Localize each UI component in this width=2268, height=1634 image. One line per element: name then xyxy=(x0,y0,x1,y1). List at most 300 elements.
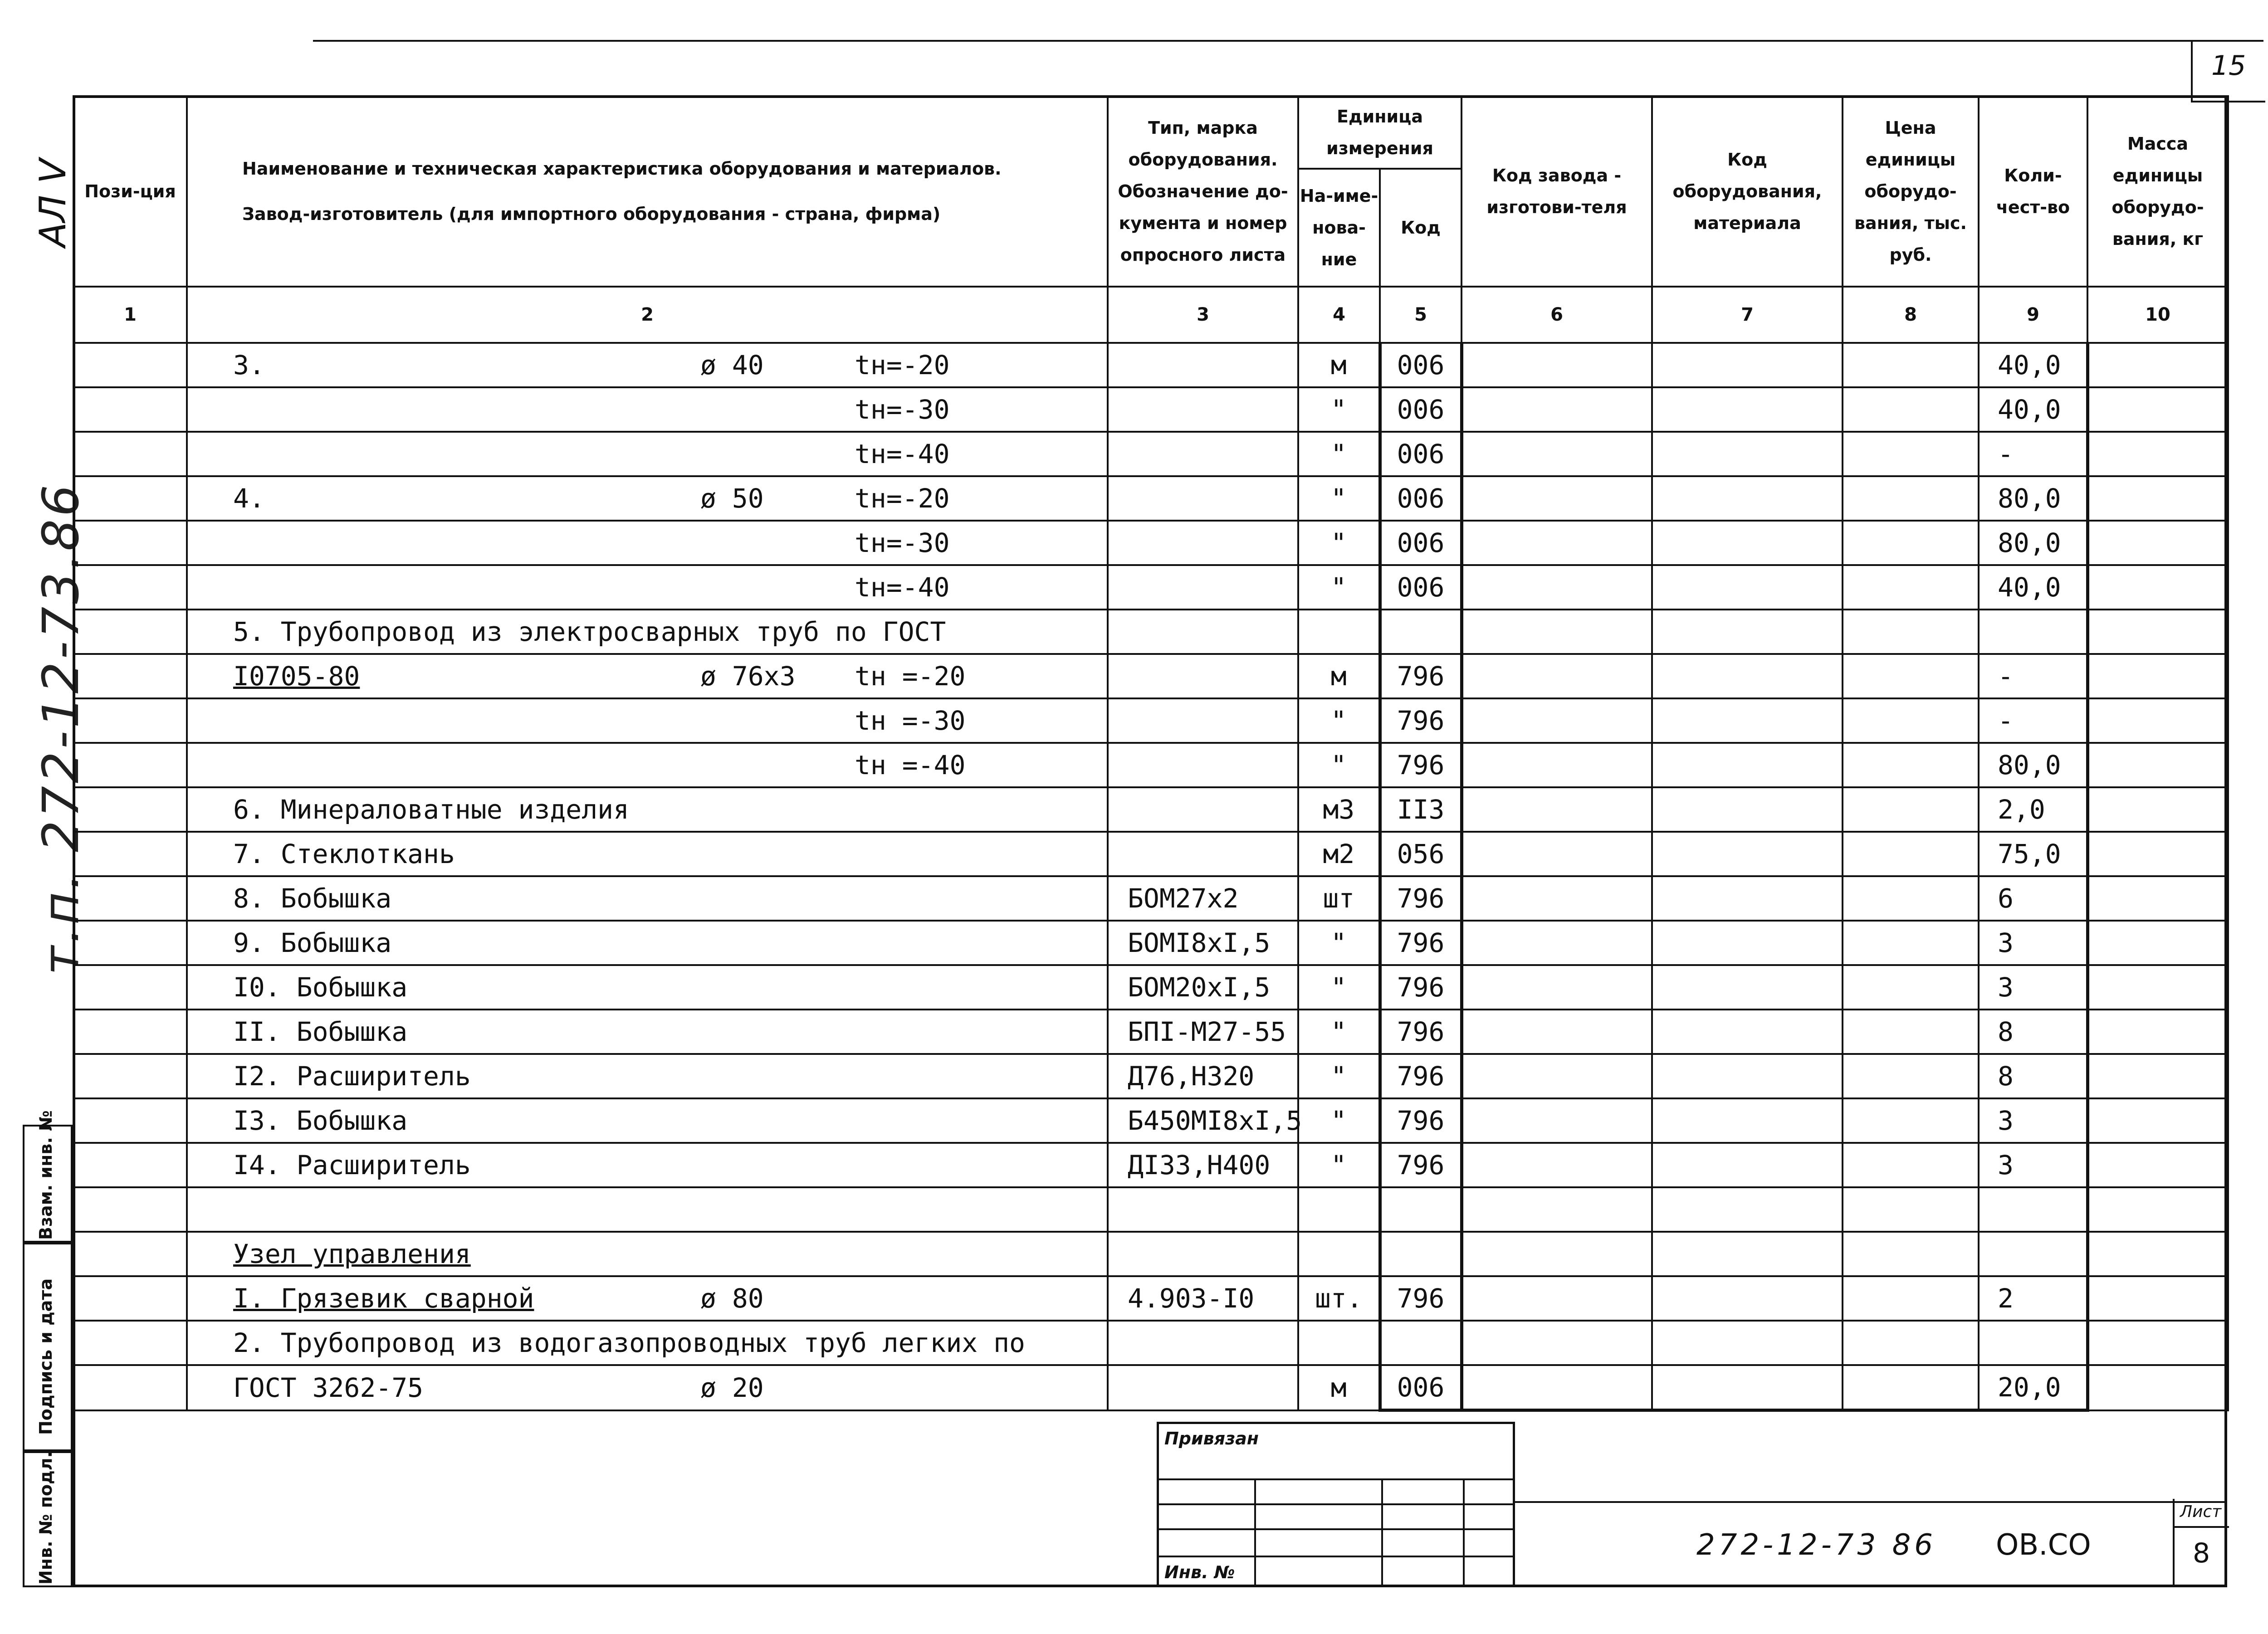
type-cell xyxy=(1108,654,1298,698)
position-cell xyxy=(73,1321,187,1365)
position-cell xyxy=(73,1098,187,1143)
item-name: 9. Бобышка xyxy=(233,927,392,958)
type-cell xyxy=(1108,1365,1298,1410)
factory-code-cell xyxy=(1461,610,1652,654)
side-box-vzam xyxy=(23,1110,73,1243)
name-cell xyxy=(187,343,1108,387)
name-cell xyxy=(187,965,1108,1010)
header-name-line1: Наименование и техническая характеристика оборудования и материалов. xyxy=(242,159,1002,179)
unit-name-cell: шт. xyxy=(1298,1276,1380,1321)
quantity-cell: 6 xyxy=(1979,876,2087,921)
item-name: I0. Бобышка xyxy=(233,972,408,1003)
type-cell: Б450МI8хI,5 xyxy=(1108,1098,1298,1143)
price-cell xyxy=(1843,743,1979,787)
unit-code-cell: 006 xyxy=(1380,1365,1461,1410)
stamp-line xyxy=(1159,1556,1513,1557)
name-cell xyxy=(187,1098,1108,1143)
equipment-code-cell xyxy=(1652,921,1843,965)
column-number: 2 xyxy=(187,287,1108,343)
table-row xyxy=(73,1232,2228,1276)
type-cell xyxy=(1108,476,1298,521)
table-row xyxy=(73,1276,2228,1321)
item-name: II. Бобышка xyxy=(233,1016,408,1047)
specification-table xyxy=(73,95,2229,1412)
mass-cell xyxy=(2087,1276,2228,1321)
item-name: Узел управления xyxy=(233,1239,471,1269)
header-name xyxy=(187,96,1108,287)
item-name: 7. Стеклоткань xyxy=(233,839,455,869)
unit-code-cell: 796 xyxy=(1380,654,1461,698)
table-row xyxy=(73,965,2228,1010)
mass-cell xyxy=(2087,610,2228,654)
position-cell xyxy=(73,1276,187,1321)
type-cell xyxy=(1108,787,1298,832)
equipment-code-cell xyxy=(1652,1321,1843,1365)
price-cell xyxy=(1843,965,1979,1010)
unit-code-cell: 796 xyxy=(1380,743,1461,787)
unit-name-cell: " xyxy=(1298,921,1380,965)
table-row xyxy=(73,343,2228,387)
header-unit-group: Единица измерения xyxy=(1298,96,1461,169)
position-cell xyxy=(73,698,187,743)
mass-cell xyxy=(2087,1098,2228,1143)
name-cell xyxy=(187,832,1108,876)
name-cell xyxy=(187,787,1108,832)
item-name: 8. Бобышка xyxy=(233,883,392,914)
unit-code-cell: 006 xyxy=(1380,476,1461,521)
price-cell xyxy=(1843,1098,1979,1143)
quantity-cell: 2,0 xyxy=(1979,787,2087,832)
type-cell: БПI-М27-55 xyxy=(1108,1010,1298,1054)
stamp-divider xyxy=(1381,1478,1383,1587)
column-number: 10 xyxy=(2087,287,2228,343)
item-temperature: tн =-20 xyxy=(855,661,966,692)
item-name: 2. Трубопровод из водогазопроводных труб легких по xyxy=(233,1327,1025,1358)
item-diameter: ø 40 xyxy=(700,350,764,380)
position-cell xyxy=(73,343,187,387)
stamp-line xyxy=(1159,1528,1513,1530)
name-cell xyxy=(187,565,1108,610)
header-position: Пози-ция xyxy=(73,96,187,287)
table-row xyxy=(73,565,2228,610)
factory-code-cell xyxy=(1461,876,1652,921)
mass-cell xyxy=(2087,698,2228,743)
mass-cell xyxy=(2087,787,2228,832)
quantity-cell: 8 xyxy=(1979,1054,2087,1098)
position-cell xyxy=(73,1054,187,1098)
factory-code-cell xyxy=(1461,1143,1652,1187)
unit-name-cell: " xyxy=(1298,1098,1380,1143)
mass-cell xyxy=(2087,965,2228,1010)
mass-cell xyxy=(2087,432,2228,476)
sheet-box xyxy=(2173,1499,2229,1587)
table-row xyxy=(73,743,2228,787)
item-diameter: ø 50 xyxy=(700,483,764,514)
quantity-cell xyxy=(1979,1232,2087,1276)
price-cell xyxy=(1843,876,1979,921)
header-name-line2: Завод-изготовитель (для импортного оборудования - страна, фирма) xyxy=(242,204,941,224)
position-cell xyxy=(73,1187,187,1232)
name-cell xyxy=(187,1054,1108,1098)
column-number: 1 xyxy=(73,287,187,343)
unit-code-cell: 796 xyxy=(1380,1010,1461,1054)
position-cell xyxy=(73,1232,187,1276)
table-row xyxy=(73,1010,2228,1054)
quantity-cell: 75,0 xyxy=(1979,832,2087,876)
column-number: 7 xyxy=(1652,287,1843,343)
unit-name-cell xyxy=(1298,610,1380,654)
item-name: I4. Расширитель xyxy=(233,1150,471,1180)
header-unit-code: Код xyxy=(1380,169,1461,287)
equipment-code-cell xyxy=(1652,876,1843,921)
price-cell xyxy=(1843,1187,1979,1232)
price-cell xyxy=(1843,432,1979,476)
unit-code-cell xyxy=(1380,1321,1461,1365)
unit-code-cell: 006 xyxy=(1380,521,1461,565)
factory-code-cell xyxy=(1461,787,1652,832)
quantity-cell: - xyxy=(1979,698,2087,743)
equipment-code-cell xyxy=(1652,387,1843,432)
type-cell xyxy=(1108,521,1298,565)
quantity-cell: 80,0 xyxy=(1979,743,2087,787)
type-cell xyxy=(1108,743,1298,787)
factory-code-cell xyxy=(1461,1365,1652,1410)
quantity-cell: - xyxy=(1979,432,2087,476)
item-temperature: tн=-40 xyxy=(855,572,950,603)
price-cell xyxy=(1843,565,1979,610)
price-cell xyxy=(1843,610,1979,654)
mass-cell xyxy=(2087,832,2228,876)
item-temperature: tн=-20 xyxy=(855,350,950,380)
header-price: Цена единицы оборудо-вания, тыс. руб. xyxy=(1843,96,1979,287)
stamp-divider xyxy=(1254,1478,1256,1587)
item-temperature: tн=-30 xyxy=(855,394,950,425)
factory-code-cell xyxy=(1461,965,1652,1010)
unit-name-cell: м xyxy=(1298,1365,1380,1410)
header-factory-code: Код завода - изготови-теля xyxy=(1461,96,1652,287)
factory-code-cell xyxy=(1461,343,1652,387)
quantity-cell: 3 xyxy=(1979,921,2087,965)
header-quantity: Коли-чест-во xyxy=(1979,96,2087,287)
type-cell xyxy=(1108,1187,1298,1232)
item-name: I0705-80 xyxy=(233,661,360,692)
name-cell xyxy=(187,1143,1108,1187)
unit-name-cell: " xyxy=(1298,698,1380,743)
equipment-code-cell xyxy=(1652,521,1843,565)
document-code: ОВ.СО xyxy=(1996,1528,2091,1562)
equipment-code-cell xyxy=(1652,1187,1843,1232)
side-label-inv: Инв. № подл. xyxy=(36,1451,56,1585)
name-cell xyxy=(187,521,1108,565)
quantity-cell: 2 xyxy=(1979,1276,2087,1321)
stamp-line xyxy=(1159,1478,1513,1480)
price-cell xyxy=(1843,476,1979,521)
position-cell xyxy=(73,387,187,432)
quantity-cell: 20,0 xyxy=(1979,1365,2087,1410)
unit-code-cell: 796 xyxy=(1380,698,1461,743)
equipment-code-cell xyxy=(1652,654,1843,698)
price-cell xyxy=(1843,1010,1979,1054)
type-cell xyxy=(1108,610,1298,654)
type-cell xyxy=(1108,432,1298,476)
price-cell xyxy=(1843,1232,1979,1276)
document-number: 272-12-73 86 xyxy=(1696,1528,1936,1562)
position-cell xyxy=(73,921,187,965)
item-name: ГОСТ 3262-75 xyxy=(233,1372,424,1403)
equipment-code-cell xyxy=(1652,743,1843,787)
factory-code-cell xyxy=(1461,432,1652,476)
item-diameter: ø 76х3 xyxy=(700,661,796,692)
price-cell xyxy=(1843,1276,1979,1321)
unit-name-cell: м xyxy=(1298,343,1380,387)
equipment-code-cell xyxy=(1652,1054,1843,1098)
equipment-code-cell xyxy=(1652,832,1843,876)
price-cell xyxy=(1843,654,1979,698)
equipment-code-cell xyxy=(1652,965,1843,1010)
unit-code-cell: 796 xyxy=(1380,1143,1461,1187)
quantity-cell: 80,0 xyxy=(1979,476,2087,521)
table-row xyxy=(73,1143,2228,1187)
table-row xyxy=(73,1187,2228,1232)
mass-cell xyxy=(2087,343,2228,387)
name-cell xyxy=(187,654,1108,698)
price-cell xyxy=(1843,387,1979,432)
unit-name-cell: м3 xyxy=(1298,787,1380,832)
table-row xyxy=(73,476,2228,521)
column-number: 4 xyxy=(1298,287,1380,343)
factory-code-cell xyxy=(1461,1098,1652,1143)
price-cell xyxy=(1843,343,1979,387)
unit-name-cell: " xyxy=(1298,1054,1380,1098)
type-cell xyxy=(1108,565,1298,610)
position-cell xyxy=(73,654,187,698)
table-row xyxy=(73,787,2228,832)
unit-name-cell: м2 xyxy=(1298,832,1380,876)
type-cell xyxy=(1108,1232,1298,1276)
unit-code-cell xyxy=(1380,1187,1461,1232)
item-name: 4. xyxy=(233,483,265,514)
mass-cell xyxy=(2087,921,2228,965)
unit-name-cell: " xyxy=(1298,387,1380,432)
stamp-divider xyxy=(1463,1478,1465,1587)
unit-name-cell: " xyxy=(1298,965,1380,1010)
quantity-cell xyxy=(1979,610,2087,654)
position-cell xyxy=(73,476,187,521)
mass-cell xyxy=(2087,876,2228,921)
name-cell xyxy=(187,432,1108,476)
mass-cell xyxy=(2087,387,2228,432)
position-cell xyxy=(73,743,187,787)
unit-code-cell: 796 xyxy=(1380,1098,1461,1143)
unit-code-cell: 796 xyxy=(1380,876,1461,921)
mass-cell xyxy=(2087,1232,2228,1276)
item-name: I. Грязевик сварной xyxy=(233,1283,534,1314)
header-type: Тип, марка оборудования. Обозначение до-кумента и номер опросного листа xyxy=(1108,96,1298,287)
factory-code-cell xyxy=(1461,1187,1652,1232)
unit-name-cell: " xyxy=(1298,1143,1380,1187)
quantity-cell: 3 xyxy=(1979,1098,2087,1143)
unit-name-cell: " xyxy=(1298,565,1380,610)
name-cell xyxy=(187,1365,1108,1410)
quantity-cell xyxy=(1979,1321,2087,1365)
specification-body xyxy=(73,343,2228,1410)
position-cell xyxy=(73,876,187,921)
equipment-code-cell xyxy=(1652,1010,1843,1054)
item-diameter: ø 20 xyxy=(700,1372,764,1403)
title-block-line xyxy=(1515,1501,2227,1503)
table-row xyxy=(73,610,2228,654)
item-name: 3. xyxy=(233,350,265,380)
position-cell xyxy=(73,1143,187,1187)
item-name: 6. Минераловатные изделия xyxy=(233,794,629,825)
factory-code-cell xyxy=(1461,1232,1652,1276)
factory-code-cell xyxy=(1461,1054,1652,1098)
mass-cell xyxy=(2087,654,2228,698)
table-row xyxy=(73,654,2228,698)
table-row xyxy=(73,832,2228,876)
mass-cell xyxy=(2087,1010,2228,1054)
table-row xyxy=(73,1098,2228,1143)
name-cell xyxy=(187,876,1108,921)
equipment-code-cell xyxy=(1652,1143,1843,1187)
type-cell: БОМ27х2 xyxy=(1108,876,1298,921)
item-diameter: ø 80 xyxy=(700,1283,764,1314)
item-temperature: tн=-40 xyxy=(855,439,950,469)
price-cell xyxy=(1843,698,1979,743)
quantity-cell: - xyxy=(1979,654,2087,698)
name-cell xyxy=(187,1276,1108,1321)
unit-code-cell: 796 xyxy=(1380,1054,1461,1098)
factory-code-cell xyxy=(1461,743,1652,787)
mass-cell xyxy=(2087,1365,2228,1410)
table-row xyxy=(73,1365,2228,1410)
factory-code-cell xyxy=(1461,521,1652,565)
side-label-podpis: Подпись и дата xyxy=(36,1278,56,1435)
quantity-cell: 40,0 xyxy=(1979,387,2087,432)
table-row xyxy=(73,1054,2228,1098)
unit-name-cell xyxy=(1298,1321,1380,1365)
mass-cell xyxy=(2087,743,2228,787)
unit-code-cell: 006 xyxy=(1380,432,1461,476)
table-row xyxy=(73,698,2228,743)
name-cell xyxy=(187,1321,1108,1365)
unit-code-cell xyxy=(1380,610,1461,654)
mass-cell xyxy=(2087,521,2228,565)
sheet-number: 8 xyxy=(2193,1537,2210,1569)
mass-cell xyxy=(2087,476,2228,521)
type-cell xyxy=(1108,832,1298,876)
equipment-code-cell xyxy=(1652,343,1843,387)
binding-stamp xyxy=(1157,1422,1515,1587)
name-cell xyxy=(187,743,1108,787)
mass-cell xyxy=(2087,1143,2228,1187)
table-row xyxy=(73,521,2228,565)
equipment-code-cell xyxy=(1652,610,1843,654)
table-row xyxy=(73,921,2228,965)
side-label-vzam: Взам. инв. № xyxy=(36,1110,56,1240)
price-cell xyxy=(1843,521,1979,565)
name-cell xyxy=(187,921,1108,965)
unit-name-cell xyxy=(1298,1232,1380,1276)
factory-code-cell xyxy=(1461,1010,1652,1054)
factory-code-cell xyxy=(1461,832,1652,876)
name-cell xyxy=(187,387,1108,432)
type-cell: БОМI8хI,5 xyxy=(1108,921,1298,965)
equipment-code-cell xyxy=(1652,1232,1843,1276)
mass-cell xyxy=(2087,1187,2228,1232)
unit-code-cell: 056 xyxy=(1380,832,1461,876)
type-cell: 4.903-I0 xyxy=(1108,1276,1298,1321)
side-box-inv xyxy=(23,1451,73,1587)
unit-name-cell: шт xyxy=(1298,876,1380,921)
position-cell xyxy=(73,610,187,654)
item-temperature: tн=-30 xyxy=(855,527,950,558)
factory-code-cell xyxy=(1461,1276,1652,1321)
vertical-document-number: т.п. 272-12-73.86 xyxy=(32,482,90,975)
column-number: 5 xyxy=(1380,287,1461,343)
mass-cell xyxy=(2087,1321,2228,1365)
unit-name-cell xyxy=(1298,1187,1380,1232)
position-cell xyxy=(73,832,187,876)
quantity-cell: 3 xyxy=(1979,965,2087,1010)
factory-code-cell xyxy=(1461,476,1652,521)
quantity-cell xyxy=(1979,1187,2087,1232)
stamp-line xyxy=(1159,1503,1513,1505)
item-temperature: tн =-30 xyxy=(855,705,966,736)
name-cell xyxy=(187,698,1108,743)
position-cell xyxy=(73,432,187,476)
unit-name-cell: " xyxy=(1298,1010,1380,1054)
table-row xyxy=(73,1321,2228,1365)
unit-code-cell xyxy=(1380,1232,1461,1276)
side-box-podpis xyxy=(23,1243,73,1451)
unit-code-cell: 006 xyxy=(1380,343,1461,387)
position-cell xyxy=(73,521,187,565)
mass-cell xyxy=(2087,565,2228,610)
column-number: 6 xyxy=(1461,287,1652,343)
price-cell xyxy=(1843,832,1979,876)
unit-name-cell: " xyxy=(1298,743,1380,787)
name-cell xyxy=(187,1232,1108,1276)
unit-code-cell: 796 xyxy=(1380,965,1461,1010)
item-temperature: tн=-20 xyxy=(855,483,950,514)
price-cell xyxy=(1843,1054,1979,1098)
type-cell xyxy=(1108,343,1298,387)
position-cell xyxy=(73,1010,187,1054)
position-cell xyxy=(73,787,187,832)
header-unit-name: На-име-нова-ние xyxy=(1298,169,1380,287)
factory-code-cell xyxy=(1461,698,1652,743)
position-cell xyxy=(73,565,187,610)
quantity-cell: 40,0 xyxy=(1979,565,2087,610)
equipment-code-cell xyxy=(1652,476,1843,521)
equipment-code-cell xyxy=(1652,432,1843,476)
unit-code-cell: II3 xyxy=(1380,787,1461,832)
column-number: 8 xyxy=(1843,287,1979,343)
price-cell xyxy=(1843,1143,1979,1187)
quantity-cell: 3 xyxy=(1979,1143,2087,1187)
factory-code-cell xyxy=(1461,654,1652,698)
price-cell xyxy=(1843,787,1979,832)
name-cell xyxy=(187,1010,1108,1054)
mass-cell xyxy=(2087,1054,2228,1098)
equipment-code-cell xyxy=(1652,565,1843,610)
unit-code-cell: 796 xyxy=(1380,1276,1461,1321)
top-border-line xyxy=(313,40,2263,42)
equipment-code-cell xyxy=(1652,787,1843,832)
header-equipment-code: Код оборудования, материала xyxy=(1652,96,1843,287)
unit-code-cell: 796 xyxy=(1380,921,1461,965)
